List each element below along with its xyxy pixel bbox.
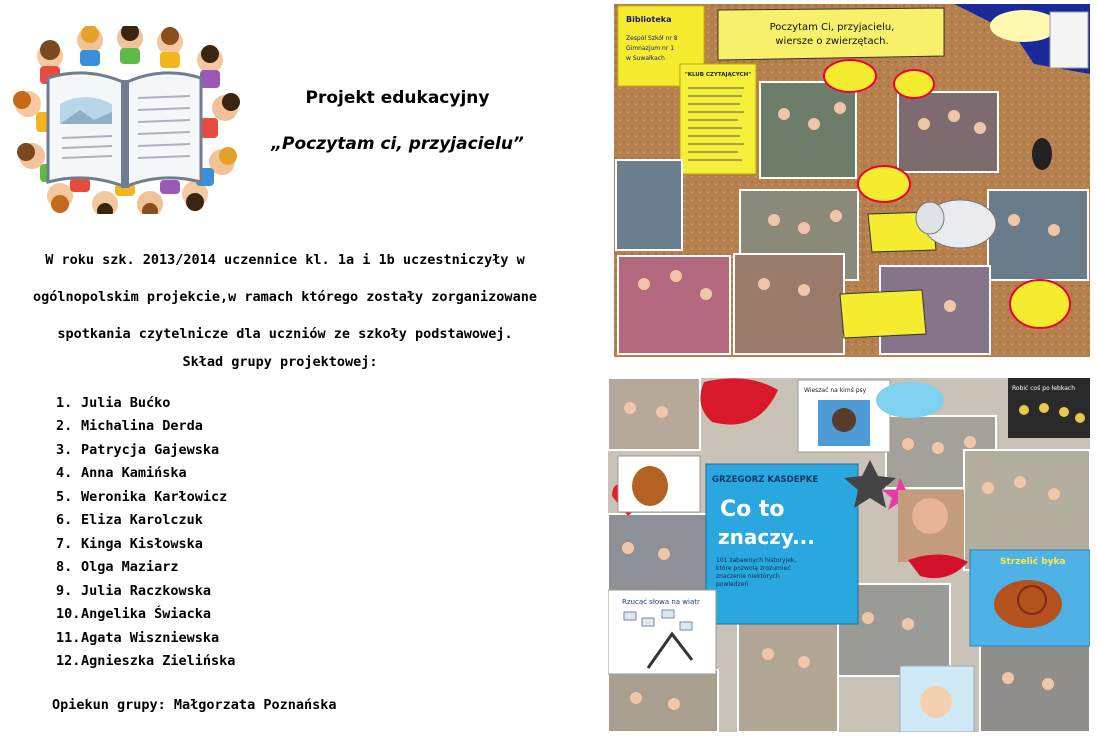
list-item (56, 391, 235, 415)
list-item (56, 579, 235, 603)
school-label: Zespół Szkół nr 8 Gimnazjum nr 1 w Suwałkach (626, 35, 678, 62)
photo-collage-top (614, 4, 1090, 357)
members-list (56, 391, 235, 673)
member-name: Patrycja Gajewska (81, 441, 220, 458)
item-number: 8. (56, 559, 73, 576)
item-number: 1. (56, 394, 73, 411)
member-name: Kinga Kisłowska (81, 535, 203, 552)
caption-2: Robić coś po łebkach (1012, 385, 1075, 392)
project-name: „Poczytam ci, przyjacielu” (271, 134, 524, 154)
caption-3: Strzelić byka (1000, 557, 1066, 567)
open-book-icon (48, 73, 201, 188)
item-number: 9. (56, 582, 73, 599)
book-title-2: znaczy... (718, 525, 815, 549)
list-item (56, 603, 235, 627)
group-guardian: Opiekun grupy: Małgorzata Poznańska (52, 697, 337, 713)
list-item (56, 485, 235, 509)
member-name: Julia Bućko (81, 394, 171, 411)
club-title: "KLUB CZYTAJĄCYCH" (684, 72, 752, 78)
book-children-logo (10, 26, 242, 214)
item-number: 11. (56, 629, 81, 646)
book-author: GRZEGORZ KASDEPKE (712, 475, 819, 485)
library-label: Biblioteka (626, 15, 672, 24)
member-name: Angelika Świacka (81, 606, 212, 623)
member-name: Julia Raczkowska (81, 582, 212, 599)
banner-text: Poczytam Ci, przyjacielu, wiersze o zwierzętach. (769, 22, 895, 47)
item-number: 6. (56, 512, 73, 529)
item-number: 10. (56, 606, 81, 623)
member-name: Michalina Derda (81, 418, 203, 435)
member-name: Olga Maziarz (81, 559, 179, 576)
intro-paragraph (30, 242, 540, 353)
page-title: Projekt edukacyjny (305, 88, 490, 108)
item-number: 3. (56, 441, 73, 458)
book-title: Co to (720, 497, 785, 522)
list-item (56, 556, 235, 580)
intro-line: spotkania czytelnicze dla uczniów ze szkoły podstawowej. (57, 326, 513, 342)
member-name: Agnieszka Zielińska (81, 653, 236, 670)
caption-1: Wieszać na kimś psy (804, 387, 867, 394)
group-heading: Skład grupy projektowej: (182, 354, 378, 370)
item-number: 2. (56, 418, 73, 435)
list-item (56, 626, 235, 650)
member-name: Weronika Karłowicz (81, 488, 228, 505)
list-item (56, 532, 235, 556)
collage-bottom-graphic (608, 378, 1090, 732)
item-number: 5. (56, 488, 73, 505)
list-item (56, 415, 235, 439)
item-number: 7. (56, 535, 73, 552)
list-item (56, 650, 235, 674)
book-description: 101 zabawnych historyjek, które pozwolą zrozumieć znaczenie niektórych powiedzeń (716, 557, 797, 588)
intro-line: ogólnopolskim projekcie,w ramach którego zostały zorganizowane (33, 289, 537, 305)
list-item (56, 462, 235, 486)
member-name: Agata Wiszniewska (81, 629, 220, 646)
list-item (56, 438, 235, 462)
list-item (56, 509, 235, 533)
intro-line: W roku szk. 2013/2014 uczennice kl. 1a i 1b uczestniczyły w (45, 252, 525, 268)
item-number: 12. (56, 653, 81, 670)
caption-4: Rzucać słowa na wiatr (622, 598, 700, 606)
member-name: Eliza Karolczuk (81, 512, 203, 529)
member-name: Anna Kamińska (81, 465, 187, 482)
photo-collage-bottom (608, 378, 1090, 732)
collage-top-graphic (614, 4, 1090, 357)
item-number: 4. (56, 465, 73, 482)
